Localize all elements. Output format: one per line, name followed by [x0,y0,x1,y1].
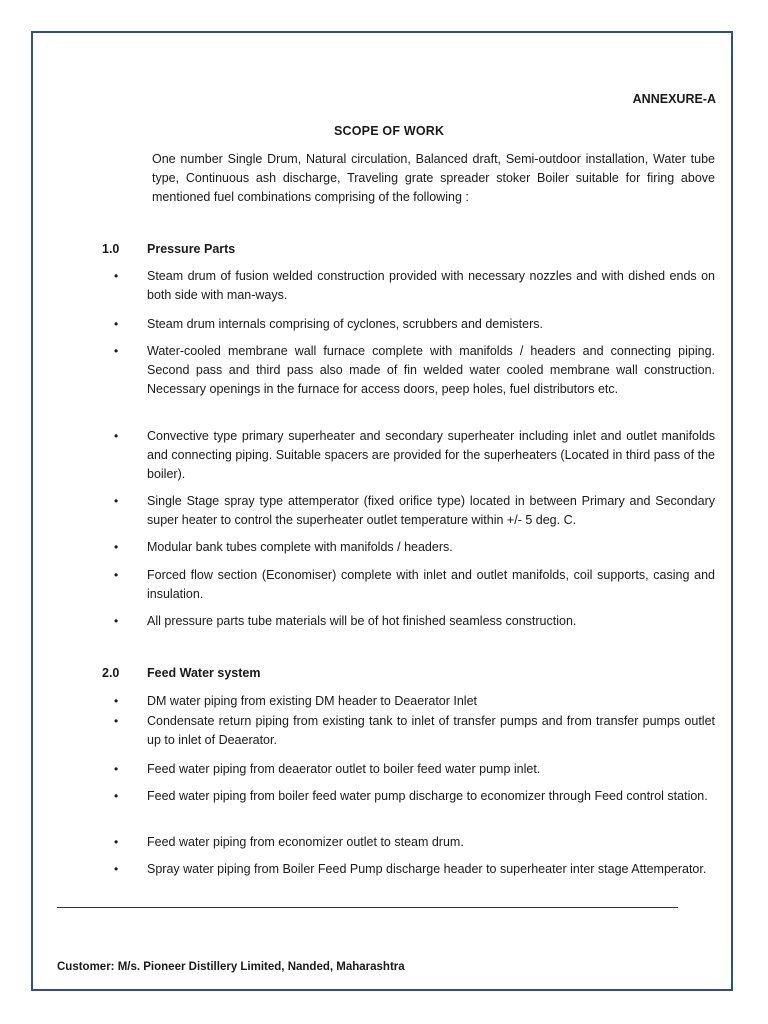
bullet-icon: • [114,269,119,283]
bullet-icon: • [114,494,119,508]
annexure-label: ANNEXURE-A [632,92,716,106]
list-item: Modular bank tubes complete with manifolds / headers. [147,540,453,554]
bullet-icon: • [114,835,119,849]
bullet-icon: • [114,789,119,803]
list-item: Steam drum of fusion welded construction provided with necessary nozzles and with dished ends on both side with man-ways. [147,269,715,302]
list-item: DM water piping from existing DM header to Deaerator Inlet [147,694,478,708]
list-item: Convective type primary superheater and secondary superheater including inlet and outlet manifolds and connecting piping. Suitable spacers are provided for the superheaters (Located in third pass of the boiler). [147,429,715,481]
bullet-icon: • [114,317,119,331]
list-item: Feed water piping from deaerator outlet to boiler feed water pump inlet. [147,762,541,776]
list-item: Single Stage spray type attemperator (fixed orifice type) located in between Primary and Secondary super heater to control the superheater outlet temperature within +/- 5 deg. C. [147,494,715,527]
section-title-pressure-parts: Pressure Parts [147,242,236,256]
section-number: 1.0 [102,242,120,256]
list-item: Spray water piping from Boiler Feed Pump discharge header to superheater inter stage Attemperator. [147,862,707,876]
list-item: Feed water piping from economizer outlet to steam drum. [147,835,464,849]
bullet-icon: • [114,429,119,443]
bullet-icon: • [114,344,119,358]
bullet-icon: • [114,714,119,728]
footer-divider [57,907,678,908]
list-item: Feed water piping from boiler feed water pump discharge to economizer through Feed control station. [147,789,708,803]
list-item: Condensate return piping from existing tank to inlet of transfer pumps and from transfer pumps outlet up to inlet of Deaerator. [147,714,715,747]
list-item: All pressure parts tube materials will be of hot finished seamless construction. [147,614,577,628]
bullet-icon: • [114,540,119,554]
intro-paragraph: One number Single Drum, Natural circulation, Balanced draft, Semi-outdoor installation, Water tube type, Continuous ash discharge, Traveling grate spreader stoker Boiler suitable for firing above mentioned fuel combinations comprising of the following : [152,152,715,204]
list-item: Water-cooled membrane wall furnace complete with manifolds / headers and connecting piping. Second pass and third pass also made of fin welded water cooled membrane wall construction. Necessary openings in the furnace for access doors, peep holes, fuel distributors etc. [147,344,715,396]
bullet-icon: • [114,568,119,582]
bullet-icon: • [114,762,119,776]
scope-title: SCOPE OF WORK [334,124,445,138]
bullet-icon: • [114,614,119,628]
customer-footer: Customer: M/s. Pioneer Distillery Limited, Nanded, Maharashtra [57,961,405,973]
section-number: 2.0 [102,666,120,680]
bullet-icon: • [114,862,119,876]
section-title-feed-water: Feed Water system [147,666,261,680]
list-item: Forced flow section (Economiser) complete with inlet and outlet manifolds, coil supports, casing and insulation. [147,568,715,601]
list-item: Steam drum internals comprising of cyclones, scrubbers and demisters. [147,317,543,331]
bullet-icon: • [114,694,119,708]
